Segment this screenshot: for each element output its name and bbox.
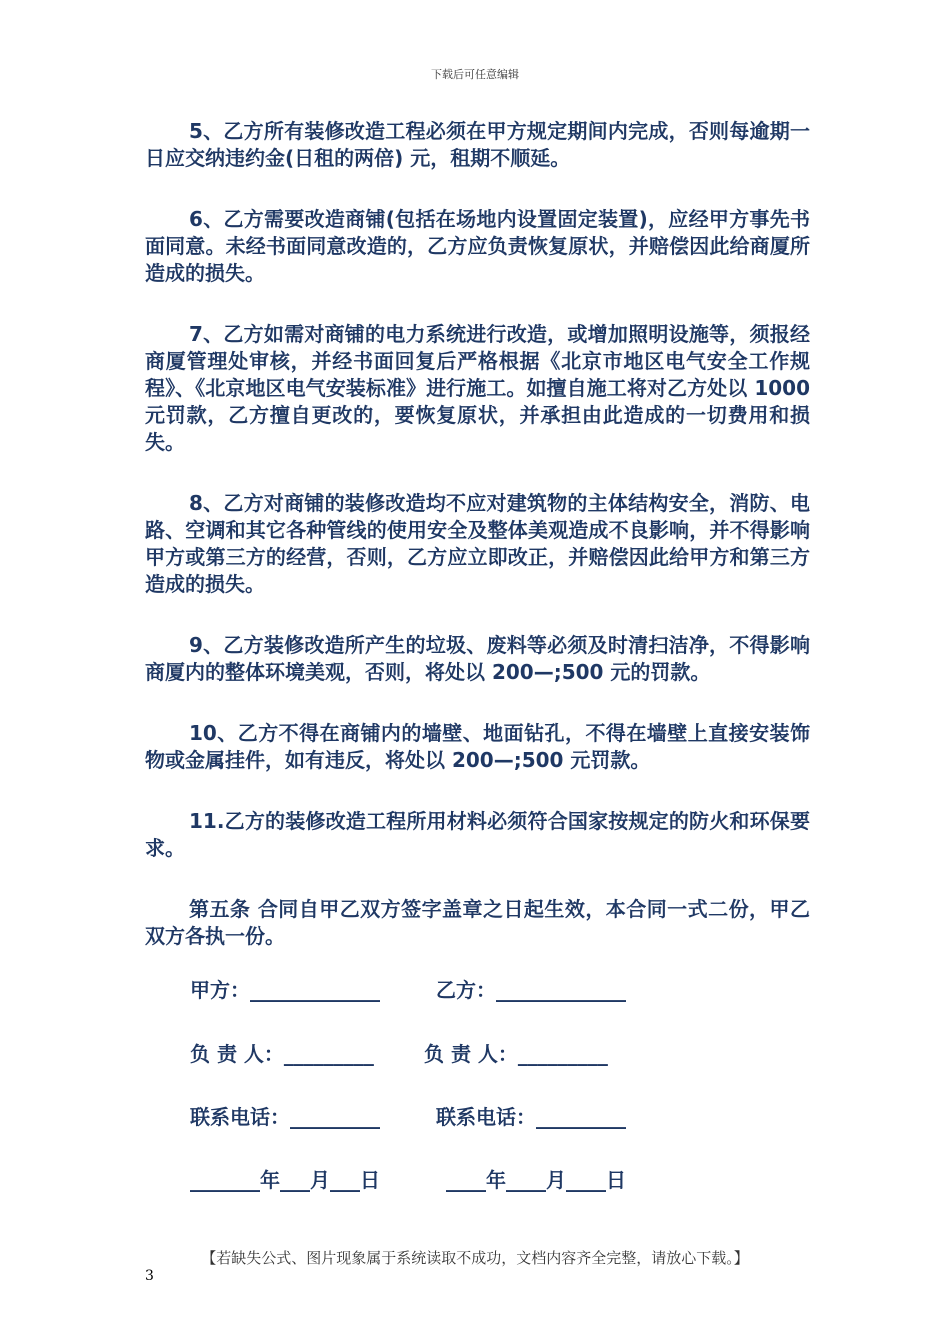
clause-11: 11.乙方的装修改造工程所用材料必须符合国家按规定的防火和环保要求。 [145, 809, 810, 860]
page-number: 3 [145, 1268, 154, 1284]
clause-10: 10、乙方不得在商铺内的墙壁、地面钻孔，不得在墙壁上直接安装饰物或金属挂件，如有违反，将处以 200—;500 元罚款。 [145, 721, 810, 772]
clause-9: 9、乙方装修改造所产生的垃圾、废料等必须及时清扫洁净，不得影响商厦内的整体环境美观，否则，将处以 200—;500 元的罚款。 [145, 633, 810, 684]
party-a-representative: 负 责 人：_________ [190, 1042, 374, 1066]
party-b-representative: 负 责 人：_________ [424, 1042, 608, 1066]
party-b-signature: 乙方：_____________ [436, 978, 626, 1002]
footer-note: 【若缺失公式、图片现象属于系统读取不成功，文档内容齐全完整，请放心下载。】 [201, 1249, 749, 1267]
clause-5: 5、乙方所有装修改造工程必须在甲方规定期间内完成，否则每逾期一日应交纳违约金(日租的两倍) 元，租期不顺延。 [145, 119, 810, 170]
party-b-phone: 联系电话：_________ [436, 1105, 626, 1129]
party-a-date: _______年___月___日 [190, 1168, 380, 1192]
party-a-signature: 甲方：_____________ [190, 978, 380, 1002]
clause-7: 7、乙方如需对商铺的电力系统进行改造，或增加照明设施等，须报经商厦管理处审核，并经书面回复后严格根据《北京市地区电气安全工作规程》、《北京地区电气安装标准》进行施工。如擅自施工将对乙方处以 1000 元罚款，乙方擅自更改的，要恢复原状，并承担由此造成的一切费用和损失。 [145, 322, 810, 454]
header-note: 下载后可任意编辑 [431, 68, 519, 81]
party-a-phone: 联系电话：_________ [190, 1105, 380, 1129]
party-b-date: ____年____月____日 [446, 1168, 626, 1192]
clause-6: 6、乙方需要改造商铺(包括在场地内设置固定装置)，应经甲方事先书面同意。未经书面同意改造的，乙方应负责恢复原状，并赔偿因此给商厦所造成的损失。 [145, 207, 810, 285]
signature-date-row [190, 1167, 830, 1248]
document-body [145, 118, 810, 984]
clause-8: 8、乙方对商铺的装修改造均不应对建筑物的主体结构安全，消防、电路、空调和其它各种管线的使用安全及整体美观造成不良影响，并不得影响甲方或第三方的经营，否则，乙方应立即改正，并赔偿因此给甲方和第三方造成的损失。 [145, 491, 810, 596]
article-5: 第五条 合同自甲乙双方签字盖章之日起生效，本合同一式二份，甲乙双方各执一份。 [145, 897, 810, 948]
